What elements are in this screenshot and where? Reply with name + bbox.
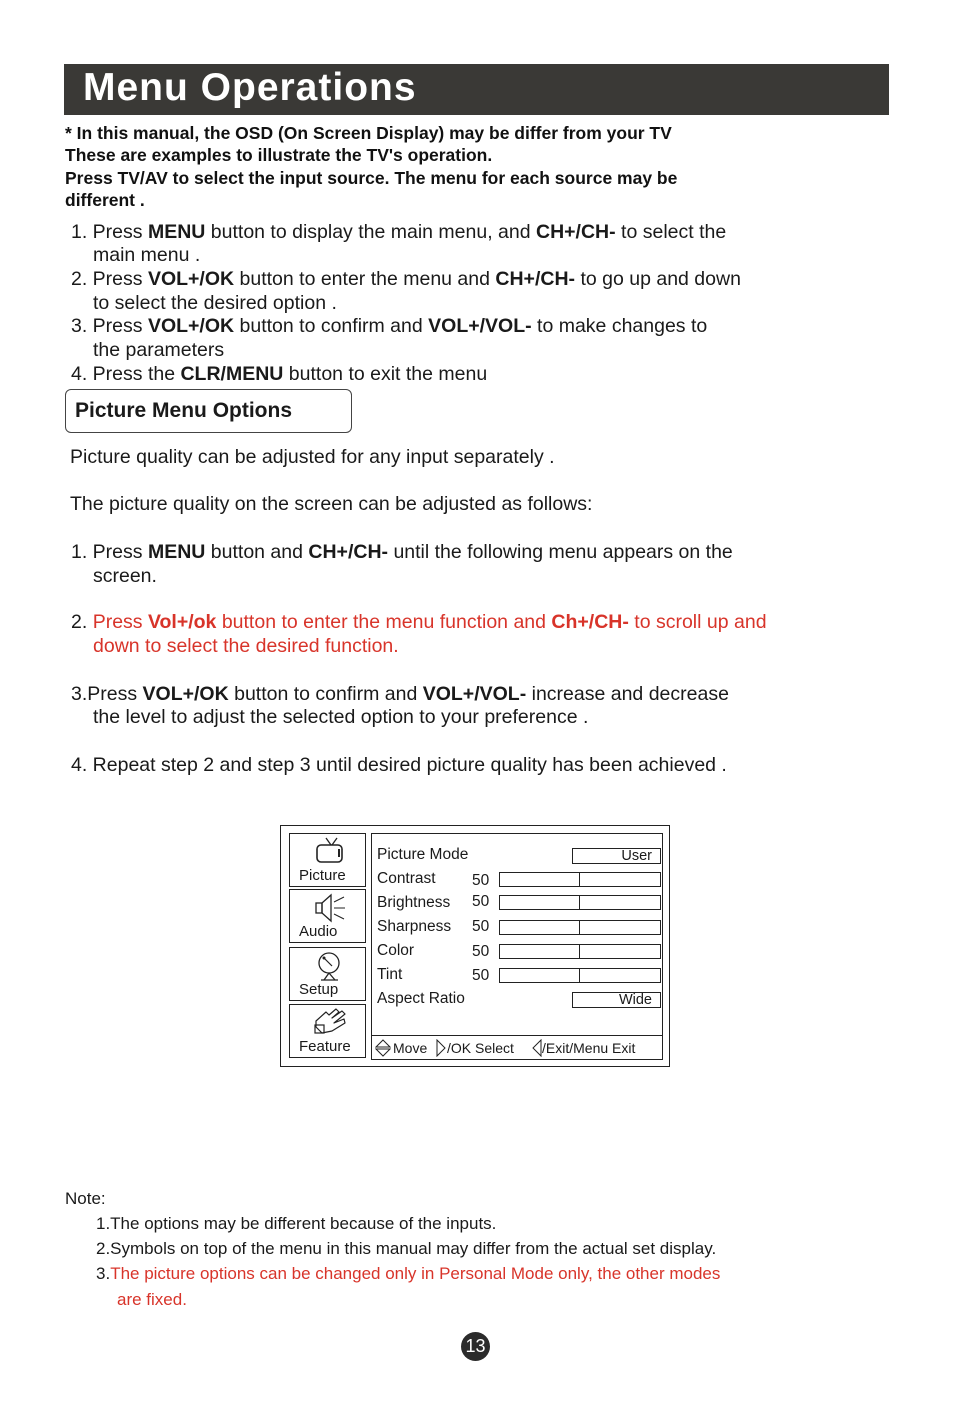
osd-level-fill: [500, 873, 580, 886]
left-arrow-icon: [532, 1039, 542, 1057]
osd-sidebar-item-feature: [289, 1004, 366, 1058]
hand-icon: [312, 1007, 348, 1035]
menu-step-3: 3. Press VOL+/OK button to confirm and VOL+/VOL- to make changes to: [71, 315, 708, 337]
osd-row-value: 50: [472, 943, 490, 960]
picture-step-4: 4. Repeat step 2 and step 3 until desired picture quality has been achieved .: [71, 754, 727, 776]
osd-aspect-ratio-value: Wide: [572, 992, 661, 1008]
right-arrow-icon: [436, 1039, 446, 1057]
section-heading-box: [65, 389, 352, 433]
osd-level-bar: [499, 872, 661, 887]
osd-footer: [372, 1035, 662, 1059]
note-item-2: 2.Symbols on top of the menu in this manual may differ from the actual set display.: [96, 1239, 717, 1258]
menu-step-4: 4. Press the CLR/MENU button to exit the menu: [71, 363, 488, 385]
menu-step-3-cont: the parameters: [93, 339, 225, 361]
osd-level-fill: [500, 921, 580, 934]
osd-main-panel: [371, 833, 663, 1060]
intro-line-3: Press TV/AV to select the input source. The menu for each source may be: [65, 168, 678, 188]
osd-sidebar-label: Feature: [299, 1038, 351, 1055]
picture-step-3: 3.Press VOL+/OK button to confirm and VOL+/VOL- increase and decrease: [71, 683, 729, 705]
osd-row-value: 50: [472, 893, 490, 910]
osd-sidebar-item-audio: [289, 889, 366, 943]
picture-step-3-cont: the level to adjust the selected option to your preference .: [93, 706, 589, 728]
picture-intro-1: Picture quality can be adjusted for any input separately .: [70, 446, 555, 468]
osd-sidebar-item-picture: [289, 833, 366, 887]
osd-row-value: 50: [472, 967, 490, 984]
osd-row-value: 50: [472, 918, 490, 935]
osd-row-label: Tint: [377, 966, 403, 983]
picture-intro-2: The picture quality on the screen can be adjusted as follows:: [70, 493, 593, 515]
osd-row-value: 50: [472, 872, 490, 889]
osd-sidebar-label: Setup: [299, 981, 339, 998]
menu-step-2: 2. Press VOL+/OK button to enter the menu and CH+/CH- to go up and down: [71, 268, 741, 290]
osd-level-fill: [500, 969, 580, 982]
osd-row-label: Color: [377, 942, 415, 959]
intro-line-2: These are examples to illustrate the TV's operation.: [65, 145, 493, 165]
up-down-arrow-icon: [375, 1039, 391, 1057]
osd-row-label: Picture Mode: [377, 846, 469, 863]
menu-step-2-cont: to select the desired option .: [93, 292, 337, 314]
osd-footer-exit: /Exit/Menu Exit: [542, 1040, 636, 1056]
menu-step-1: 1. Press MENU button to display the main menu, and CH+/CH- to select the: [71, 221, 727, 243]
picture-step-2: 2. Press Vol+/ok button to enter the menu function and Ch+/CH- to scroll up and: [71, 611, 767, 633]
note-item-1: 1.The options may be different because of the inputs.: [96, 1214, 497, 1233]
title-bar: [64, 64, 889, 115]
osd-level-bar: [499, 968, 661, 983]
osd-footer-move: Move: [393, 1040, 428, 1056]
osd-level-bar: [499, 895, 661, 910]
osd-row-label: Aspect Ratio: [377, 990, 465, 1007]
intro-line-4: different .: [65, 190, 145, 210]
tv-icon: [312, 836, 348, 864]
osd-footer-select: /OK Select: [447, 1040, 514, 1056]
menu-step-1-cont: main menu .: [93, 244, 201, 266]
osd-row-label: Sharpness: [377, 918, 452, 935]
note-heading: Note:: [65, 1189, 106, 1208]
osd-sidebar-label: Audio: [299, 923, 338, 940]
osd-level-fill: [500, 945, 580, 958]
osd-level-bar: [499, 920, 661, 935]
osd-sidebar-label: Picture: [299, 867, 346, 884]
note-item-3: 3.The picture options can be changed only in Personal Mode only, the other modes: [96, 1264, 721, 1283]
osd-sidebar-item-setup: [289, 947, 366, 1001]
osd-row-label: Contrast: [377, 870, 436, 887]
osd-menu-illustration: [280, 825, 670, 1067]
picture-step-1-cont: screen.: [93, 565, 157, 587]
satellite-dish-icon: [312, 950, 348, 982]
picture-step-2-cont: down to select the desired function.: [93, 635, 399, 657]
note-item-3-cont: are fixed.: [117, 1290, 187, 1309]
page-title: Menu Operations: [83, 66, 417, 109]
page-number: 13: [461, 1332, 490, 1361]
speaker-icon: [312, 892, 348, 924]
osd-row-label: Brightness: [377, 894, 451, 911]
section-heading: Picture Menu Options: [75, 399, 293, 422]
intro-line-1: * In this manual, the OSD (On Screen Display) may be differ from your TV: [65, 123, 672, 143]
picture-step-1: 1. Press MENU button and CH+/CH- until the following menu appears on the: [71, 541, 733, 563]
osd-level-bar: [499, 944, 661, 959]
osd-picture-mode-value: User: [572, 848, 661, 864]
osd-level-fill: [500, 896, 580, 909]
